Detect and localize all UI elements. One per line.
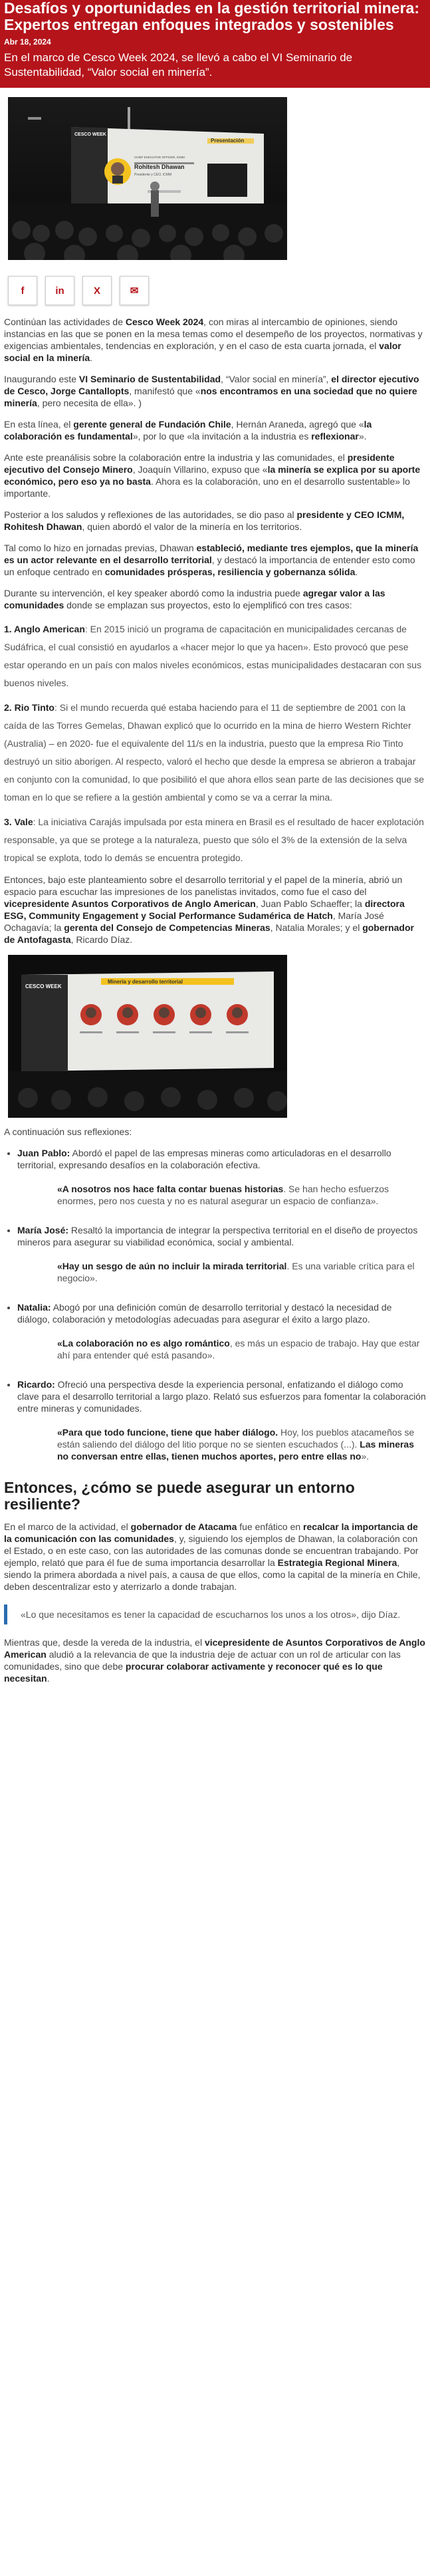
case-rio-tinto: 2. Rio Tinto: Si el mundo recuerda qué estaba haciendo para el 11 de septiembre de 2001 con la caída de las Torres Gemelas, Dhawan explicó que lo ocurrido en la mina de hierro Western Richter (Australia) – en 2020- fue el equivalente del 11/s en la industria, puesto que la empresa Rio Tinto destruyó un sitio aborigen. Al respecto, valoró el hecho que desde la empresa se abrieron a trabajar en conjunto con la comunidad, lo que posibilitó el que ahora ellos sean parte de las decisiones que se toman en lo que se refiere a la gestión ambiental y como se va a cerrar la mina.	[4, 702, 424, 803]
photo1-person-name: Rohitesh Dhawan	[134, 164, 185, 170]
paragraph-8: Entonces, bajo este planteamiento sobre el desarrollo territorial y el papel de la minería, abrió un espacio para escuchar las impresiones de los panelistas invitados, como fue el caso del vicepresidente Asuntos Corporativos de Anglo American, Juan Pablo Schaeffer; la directora ESG, Community Engagement y Social Performance Sudamérica de Hatch, María José Ochagavía; la gerenta del Consejo de Competencias Mineras, Natalia Morales; y el gobernador de Antofagasta, Ricardo Díaz.	[4, 874, 414, 945]
photo1-person-sub: Presidente y CEO, ICMM	[134, 173, 172, 177]
photo1-person-role: CHIEF EXECUTIVE OFFICER, ICMM	[134, 156, 185, 159]
reflection-quote-3: «La colaboración no es algo romántico, es más un espacio de trabajo. Hay que estar ahí para entender qué está pasando».	[57, 1338, 420, 1360]
x-icon: X	[93, 285, 100, 297]
linkedin-share-button[interactable]	[45, 276, 74, 305]
email-icon: ✉	[130, 285, 139, 297]
list-item: • Ricardo: Ofreció una perspectiva desde la experiencia personal, enfatizando el diálogo como clave para el desarrollo territorial a largo plazo. Relató sus esfuerzos para fomentar la colaboración entre mineras y comunidades. «Para que todo funcione, tiene que haber diálogo. Hoy, los pueblos atacameños se están saliendo del diálogo del litio porque no se sienten escuchados (...). Las mineras no conversan entre ellas, tienen muchos aportes, pero entre ellas no».	[17, 1378, 426, 1462]
paragraph-3: En esta línea, el gerente general de Fundación Chile, Hernán Araneda, agregó que «la colaboración es fundamental», por lo que «la invitación a la industria es reflexionar».	[4, 419, 372, 442]
reflection-quote-2: «Hay un sesgo de aún no incluir la mirada territorial. Es una variable crítica para el negocio».	[57, 1261, 415, 1283]
list-item: • Natalia: Abogó por una definición común de desarrollo territorial y destacó la necesidad de diálogo, colaboración y metodologías adecuadas para asegurar el éxito a largo plazo. «La colaboración no es algo romántico, es más un espacio de trabajo. Hay que estar ahí para entender qué está pasando».	[17, 1301, 426, 1361]
photo1-header: Presentación	[211, 138, 245, 144]
paragraph-7: Durante su intervención, el key speaker abordó como la industria puede agregar valor a las comunidades donde se emplazan sus proyectos, esto lo ejemplificó con tres casos:	[4, 588, 385, 610]
event-photo-1	[8, 97, 287, 260]
article-header	[0, 0, 430, 88]
case-vale: 3. Vale: La iniciativa Carajás impulsada por esta minera en Brasil es el resultado de hacer explotación responsable, ya que se protege a la naturaleza, puesto que sólo el 3% de la extensión de la selva tropical se explota, todo lo demás se encuentra protegido.	[4, 817, 424, 863]
blockquote: «Lo que necesitamos es tener la capacidad de escucharnos los unos a los otros», dijo Díaz.	[4, 1605, 426, 1624]
article-title: Desafíos y oportunidades en la gestión territorial minera: Expertos entregan enfoques integrados y sostenibles	[4, 0, 419, 33]
linkedin-icon: in	[55, 285, 64, 297]
list-item: • Juan Pablo: Abordó el papel de las empresas mineras como articuladoras en el desarrollo territorial, expresando desafíos en la colaboración efectiva. «A nosotros nos hace falta contar buenas historias. Se han hecho esfuerzos enormes, pero nos cuesta y no es natural asegurar un espacio de confianza».	[17, 1147, 426, 1207]
paragraph-11: Mientras que, desde la vereda de la industria, el vicepresidente de Asuntos Corporativos de Anglo American aludió a la relevancia de que la industria deje de actuar con un rol de articular con las comunidades, sino que debe procurar colaborar activamente y reconocer qué es lo que necesitan.	[4, 1637, 425, 1684]
event-photo-2	[8, 955, 287, 1118]
article-body	[0, 97, 430, 1684]
share-bar	[8, 276, 426, 305]
paragraph-9: A continuación sus reflexiones:	[4, 1126, 132, 1137]
article-lead: En el marco de Cesco Week 2024, se llevó a cabo el VI Seminario de Sustentabilidad, “Valor social en minería”.	[4, 51, 353, 78]
event-photo-1-illustration	[8, 97, 287, 260]
paragraph-2: Inaugurando este VI Seminario de Sustentabilidad, “Valor social en minería”, el director ejecutivo de Cesco, Jorge Cantallopts, manifestó que «nos encontramos en una sociedad que no quiere minería, pero necesita de ella». )	[4, 374, 419, 408]
case-anglo-american: 1. Anglo American: En 2015 inició un programa de capacitación en municipalidades cercanas de Sudáfrica, el cual consistió en ayudarlos a «hacer mejor lo que ya hacen». Esto provocó que pese estar operando en un país con malos niveles económicos, estas municipalidades destacaran con sus buenos niveles.	[4, 624, 422, 688]
paragraph-10: En el marco de la actividad, el gobernador de Atacama fue enfático en recalcar la importancia de la comunicación con las comunidades, y, siguiendo los ejemplos de Dhawan, la colaboración con el Estado, o en este caso, con las autoridades de las comunas donde se encuentran trabajando. Por ejemplo, relató que para él fue de suma importancia desarrollar la Estrategia Regional Minera, siendo la primera abordada a nivel país, a causa de que ellos, como la capital de la minería en Chile, deben descentralizar esto y aterrizarlo a donde trabajan.	[4, 1521, 421, 1592]
section-heading: Entonces, ¿cómo se puede asegurar un entorno resiliente?	[4, 1479, 355, 1513]
photo2-brand: CESCO WEEK	[25, 983, 62, 989]
reflections-list	[4, 1147, 426, 1462]
photo1-brand: CESCO WEEK	[74, 132, 106, 137]
facebook-share-button[interactable]	[8, 276, 37, 305]
facebook-icon: f	[21, 285, 25, 297]
x-share-button[interactable]	[82, 276, 112, 305]
article-date: Abr 18, 2024	[4, 37, 51, 47]
paragraph-4: Ante este preanálisis sobre la colaboración entre la industria y las comunidades, el presidente ejecutivo del Consejo Minero, Joaquín Villarino, expuso que «la minería se explica por su aporte económico, pero eso ya no basta. Ahora es la colaboración, uno en el desarrollo sustentable» lo importante.	[4, 452, 421, 499]
photo2-header: Minería y desarrollo territorial	[108, 979, 183, 985]
email-share-button[interactable]	[120, 276, 149, 305]
reflection-quote-4: «Para que todo funcione, tiene que haber diálogo. Hoy, los pueblos atacameños se están saliendo del diálogo del litio porque no se sienten escuchados (...). Las mineras no conversan entre ellas, tienen muchos aportes, pero entre ellas no».	[57, 1427, 415, 1462]
paragraph-6: Tal como lo hizo en jornadas previas, Dhawan estableció, mediante tres ejemplos, que la minería es un actor relevante en el desarrollo territorial, y destacó la importancia de entender esto como un enfoque centrado en comunidades prósperas, resiliencia y gobernanza sólida.	[4, 543, 419, 577]
reflection-quote-1: «A nosotros nos hace falta contar buenas historias. Se han hecho esfuerzos enormes, pero nos cuesta y no es natural asegurar un espacio de confianza».	[57, 1184, 389, 1206]
paragraph-5: Posterior a los saludos y reflexiones de las autoridades, se dio paso al presidente y CEO ICMM, Rohitesh Dhawan, quien abordó el valor de la minería en los territorios.	[4, 509, 405, 532]
list-item: • María José: Resaltó la importancia de integrar la perspectiva territorial en el diseño de proyectos mineros para asegurar su viabilidad económica, social y ambiental. «Hay un sesgo de aún no incluir la mirada territorial. Es una variable crítica para el negocio».	[17, 1224, 426, 1284]
event-photo-2-illustration	[8, 955, 287, 1118]
paragraph-1: Continúan las actividades de Cesco Week 2024, con miras al intercambio de opiniones, siendo instancias en las que se ponen en la mesa temas como el desempeño de los proyectos, normativas y exigencias ambientales, tendencias en exploración, y en el caso de esta cuarta jornada, el valor social en la minería.	[4, 317, 423, 363]
